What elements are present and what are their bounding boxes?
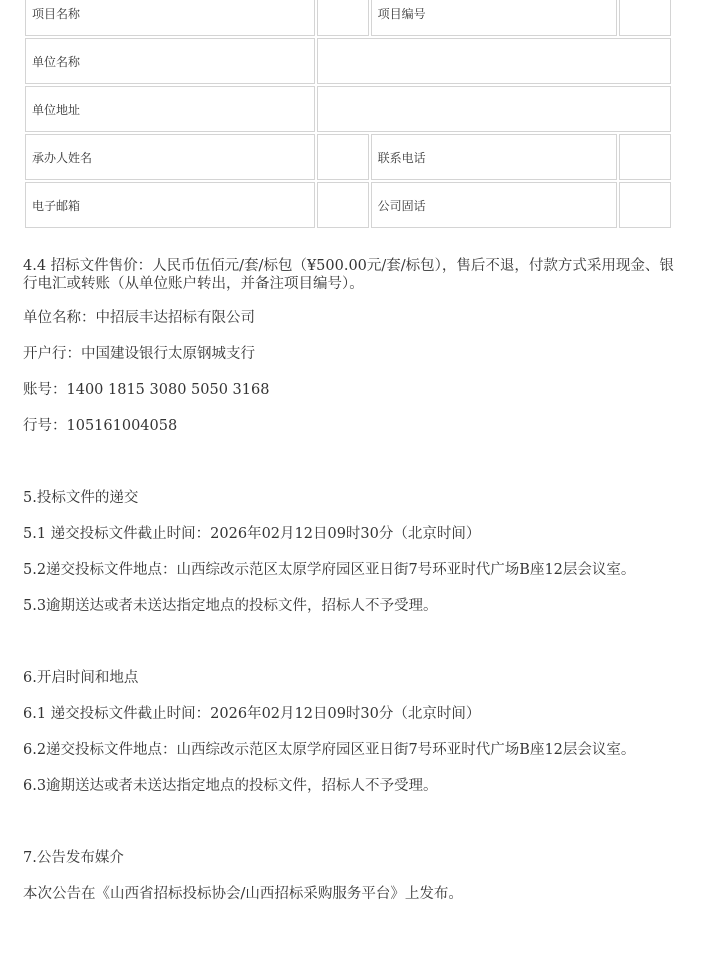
table-row xyxy=(25,38,671,84)
section-7-body: 本次公告在《山西省招标投标协会/山西招标采购服务平台》上发布。 xyxy=(23,886,463,902)
registration-form-table xyxy=(23,0,673,230)
section-6-1: 6.1 递交投标文件截止时间：2026年02月12日09时30分（北京时间） xyxy=(23,706,481,722)
section-6-2: 6.2递交投标文件地点：山西综改示范区太原学府园区亚日街7号环亚时代广场B座12层会议室。 xyxy=(23,742,636,758)
unit-name-label: 单位名称 xyxy=(25,38,315,84)
section-5-3: 5.3逾期送达或者未送达指定地点的投标文件，招标人不予受理。 xyxy=(23,598,438,614)
unit-address-label: 单位地址 xyxy=(25,86,315,132)
table-row xyxy=(25,134,671,180)
company-phone-value xyxy=(619,182,671,228)
unit-address-value xyxy=(317,86,671,132)
project-name-value xyxy=(317,0,368,36)
project-number-value xyxy=(619,0,671,36)
section-5-1: 5.1 递交投标文件截止时间：2026年02月12日09时30分（北京时间） xyxy=(23,526,481,542)
project-name-label: 项目名称 xyxy=(25,0,315,36)
section-7-title: 7.公告发布媒介 xyxy=(23,850,124,866)
table-row xyxy=(25,0,671,36)
unit-name-line: 单位名称：中招辰丰达招标有限公司 xyxy=(23,310,255,326)
bank-line: 开户行：中国建设银行太原钢城支行 xyxy=(23,346,255,362)
account-line: 账号：1400 1815 3080 5050 3168 xyxy=(23,382,270,398)
contact-person-label: 承办人姓名 xyxy=(25,134,315,180)
contact-person-value xyxy=(317,134,368,180)
bank-code-line: 行号：105161004058 xyxy=(23,418,178,434)
section-6-3: 6.3逾期送达或者未送达指定地点的投标文件，招标人不予受理。 xyxy=(23,778,438,794)
document-price-paragraph: 4.4 招标文件售价：人民币伍佰元/套/标包（¥500.00元/套/标包），售后不退，付款方式采用现金、银行电汇或转账（从单位账户转出，并备注项目编号）。 xyxy=(23,258,674,292)
section-5-2: 5.2递交投标文件地点：山西综改示范区太原学府园区亚日街7号环亚时代广场B座12层会议室。 xyxy=(23,562,636,578)
section-5-title: 5.投标文件的递交 xyxy=(23,490,139,506)
unit-name-value xyxy=(317,38,671,84)
contact-phone-label: 联系电话 xyxy=(371,134,617,180)
table-row xyxy=(25,86,671,132)
announcement-body xyxy=(23,257,683,903)
contact-phone-value xyxy=(619,134,671,180)
project-number-label: 项目编号 xyxy=(371,0,617,36)
email-label: 电子邮箱 xyxy=(25,182,315,228)
company-phone-label: 公司固话 xyxy=(371,182,617,228)
email-value xyxy=(317,182,368,228)
table-row xyxy=(25,182,671,228)
section-6-title: 6.开启时间和地点 xyxy=(23,670,139,686)
